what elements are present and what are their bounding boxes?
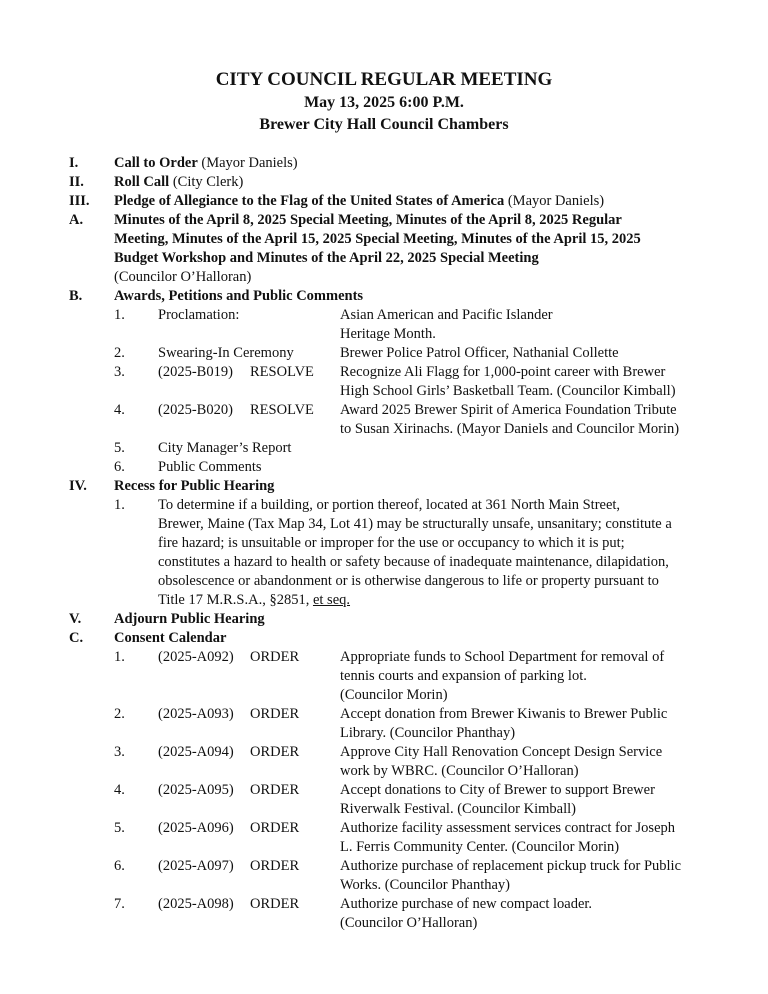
item-description: tennis courts and expansion of parking lot.	[340, 668, 587, 684]
item-number: 4.	[114, 402, 125, 418]
item-number: 6.	[114, 459, 125, 475]
item-description: Appropriate funds to School Department for removal of	[340, 649, 665, 665]
item-type: RESOLVE	[250, 402, 314, 418]
item-code: (2025-A093)	[158, 706, 234, 722]
section-number: II.	[69, 174, 84, 190]
section-number: III.	[69, 193, 90, 209]
item-description: (Councilor Morin)	[340, 687, 448, 703]
item-description: Asian American and Pacific Islander	[340, 307, 553, 323]
minutes-line: Minutes of the April 8, 2025 Special Meeting, Minutes of the April 8, 2025 Regular	[114, 212, 622, 228]
item-label: Public Comments	[158, 459, 262, 475]
item-label: City Manager’s Report	[158, 440, 292, 456]
section-number: C.	[69, 630, 84, 646]
item-type: RESOLVE	[250, 364, 314, 380]
item-description: Works. (Councilor Phanthay)	[340, 877, 510, 893]
item-type: ORDER	[250, 744, 300, 760]
item-number: 3.	[114, 364, 125, 380]
item-title: Roll Call	[114, 174, 170, 190]
item-number: 4.	[114, 782, 125, 798]
item-description: Brewer Police Patrol Officer, Nathanial Collette	[340, 345, 619, 361]
hearing-text-line: To determine if a building, or portion thereof, located at 361 North Main Street,	[158, 497, 621, 513]
item-number: 2.	[114, 345, 125, 361]
item-description: Heritage Month.	[340, 326, 436, 342]
item-responsible: (Mayor Daniels)	[201, 155, 298, 171]
item-number: 2.	[114, 706, 125, 722]
item-type: ORDER	[250, 896, 300, 912]
section-title: Recess for Public Hearing	[114, 478, 275, 494]
minutes-line: Meeting, Minutes of the April 15, 2025 Special Meeting, Minutes of the April 15, 2025	[114, 231, 641, 247]
item-description: Accept donations to City of Brewer to support Brewer	[340, 782, 655, 798]
item-number: 1.	[114, 307, 125, 323]
meeting-date-time: May 13, 2025 6:00 P.M.	[304, 94, 464, 111]
agenda-item-call-to-order	[114, 154, 298, 173]
item-number: 7.	[114, 896, 125, 912]
agenda-item-pledge	[114, 192, 604, 211]
item-code: (2025-A096)	[158, 820, 234, 836]
item-description: to Susan Xirinachs. (Mayor Daniels and Councilor Morin)	[340, 421, 680, 437]
item-code: (2025-A092)	[158, 649, 234, 665]
minutes-line: Budget Workshop and Minutes of the April 22, 2025 Special Meeting	[114, 250, 539, 266]
section-number: IV.	[69, 478, 87, 494]
item-description: Authorize purchase of new compact loader.	[340, 896, 593, 912]
item-type: ORDER	[250, 820, 300, 836]
item-code: (2025-A094)	[158, 744, 234, 760]
item-description: Authorize facility assessment services contract for Joseph	[340, 820, 676, 836]
section-number: A.	[69, 212, 84, 228]
item-label: Swearing-In Ceremony	[158, 345, 294, 361]
agenda-item-roll-call	[114, 173, 243, 192]
item-description: L. Ferris Community Center. (Councilor Morin)	[340, 839, 620, 855]
section-title: Awards, Petitions and Public Comments	[114, 288, 364, 304]
item-description: Accept donation from Brewer Kiwanis to Brewer Public	[340, 706, 668, 722]
et-seq-link[interactable]: et seq.	[312, 592, 351, 608]
hearing-text-line: obsolescence or abandonment or is otherwise dangerous to life or property pursuant to	[158, 573, 659, 589]
item-number: 6.	[114, 858, 125, 874]
section-number: I.	[69, 155, 79, 171]
item-title: Call to Order	[114, 155, 198, 171]
hearing-text-line: fire hazard; is unsuitable or improper for the use or occupancy to which it is put;	[158, 535, 625, 551]
hearing-text-line: constitutes a hazard to health or safety because of inadequate maintenance, dilapidation,	[158, 554, 669, 570]
item-description: Authorize purchase of replacement pickup truck for Public	[340, 858, 682, 874]
item-description: work by WBRC. (Councilor O’Halloran)	[340, 763, 579, 779]
item-number: 1.	[114, 649, 125, 665]
item-type: ORDER	[250, 782, 300, 798]
statute-text: Title 17 M.R.S.A., §2851,	[158, 592, 313, 608]
section-number: V.	[69, 611, 82, 627]
item-code: (2025-B020)	[158, 402, 233, 418]
item-description: Award 2025 Brewer Spirit of America Foundation Tribute	[340, 402, 677, 418]
item-code: (2025-B019)	[158, 364, 233, 380]
section-title: Adjourn Public Hearing	[114, 611, 265, 627]
section-title: Consent Calendar	[114, 630, 227, 646]
item-description: Library. (Councilor Phanthay)	[340, 725, 516, 741]
item-responsible: (Mayor Daniels)	[507, 193, 605, 209]
item-number: 1.	[114, 497, 125, 513]
item-code: (2025-A095)	[158, 782, 234, 798]
item-number: 5.	[114, 440, 125, 456]
meeting-title: CITY COUNCIL REGULAR MEETING	[215, 69, 553, 90]
item-code: (2025-A097)	[158, 858, 234, 874]
item-description: (Councilor O’Halloran)	[340, 915, 478, 931]
hearing-text-line: Brewer, Maine (Tax Map 34, Lot 41) may be structurally unsafe, unsanitary; constitute a	[158, 516, 672, 532]
item-type: ORDER	[250, 706, 300, 722]
item-responsible: (Councilor O’Halloran)	[114, 269, 252, 285]
meeting-location: Brewer City Hall Council Chambers	[259, 116, 509, 133]
item-type: ORDER	[250, 858, 300, 874]
item-title: Pledge of Allegiance to the Flag of the United States of America	[114, 193, 505, 209]
item-description: Riverwalk Festival. (Councilor Kimball)	[340, 801, 576, 817]
item-responsible: (City Clerk)	[172, 174, 244, 190]
document-header	[0, 68, 768, 136]
item-number: 5.	[114, 820, 125, 836]
item-code: (2025-A098)	[158, 896, 234, 912]
item-description: Recognize Ali Flagg for 1,000-point career with Brewer	[340, 364, 666, 380]
item-description: High School Girls’ Basketball Team. (Councilor Kimball)	[340, 383, 676, 399]
section-number: B.	[69, 288, 83, 304]
item-number: 3.	[114, 744, 125, 760]
item-description: Approve City Hall Renovation Concept Design Service	[340, 744, 663, 760]
item-type: ORDER	[250, 649, 300, 665]
item-label: Proclamation:	[158, 307, 240, 323]
hearing-text-last-line	[158, 591, 350, 610]
